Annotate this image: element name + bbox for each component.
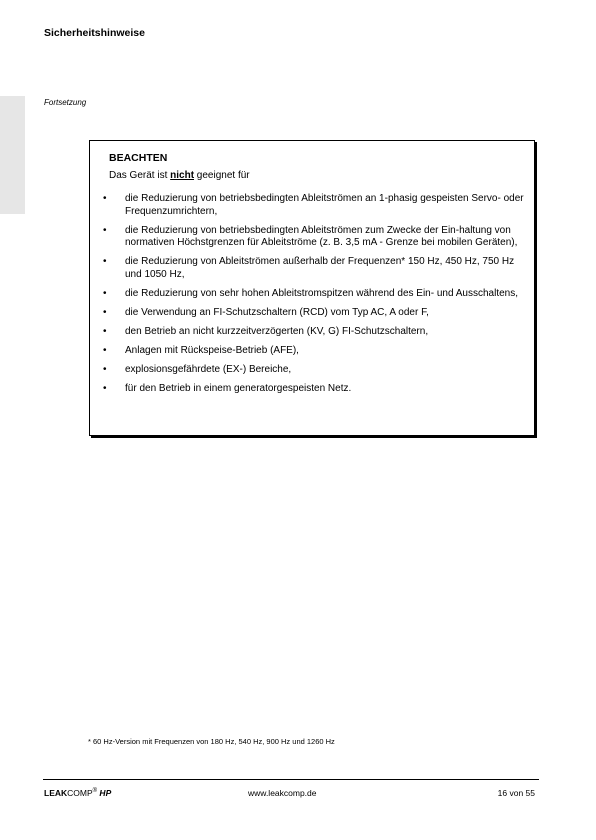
intro-emphasis: nicht — [170, 170, 195, 181]
bullet-icon: • — [103, 306, 107, 318]
bullet-icon: • — [103, 325, 107, 337]
footer-brand — [44, 788, 111, 798]
list-item-text: explosionsgefährdete (EX-) Bereiche, — [125, 363, 292, 375]
notice-list — [90, 193, 536, 402]
brand-regular: COMP — [67, 788, 93, 798]
list-item-text: die Reduzierung von betriebsbedingten Ableitströmen zum Zwecke der Ein-haltung von normativen Höchstgrenzen für Ableitströme (z. B. 3,5 mA - Grenze bei mobilen Geräten), — [125, 224, 518, 248]
notice-intro — [109, 170, 250, 181]
side-tab-marker — [0, 96, 25, 214]
brand-suffix: HP — [97, 788, 112, 798]
list-item-text: Anlagen mit Rückspeise-Betrieb (AFE), — [125, 344, 299, 356]
list-item-text: den Betrieb an nicht kurzzeitverzögerten (KV, G) FI-Schutzschaltern, — [125, 325, 429, 337]
list-item-text: die Reduzierung von betriebsbedingten Ableitströmen an 1-phasig gespeisten Servo- oder Frequenzumrichtern, — [125, 193, 524, 217]
intro-prefix: Das Gerät ist — [109, 170, 171, 181]
list-item-text: die Reduzierung von sehr hohen Ableitstromspitzen während des Ein- und Ausschaltens, — [125, 287, 519, 299]
bullet-icon: • — [103, 382, 107, 394]
footer-page-number: 16 von 55 — [497, 788, 535, 798]
list-item — [90, 225, 536, 250]
list-item — [90, 256, 536, 281]
bullet-icon: • — [103, 287, 107, 299]
list-item — [90, 345, 536, 358]
bullet-icon: • — [103, 224, 107, 236]
brand-registered-mark: ® — [92, 788, 98, 795]
list-item — [90, 193, 536, 218]
continuation-label: Fortsetzung — [44, 98, 87, 107]
brand-bold: LEAK — [44, 788, 68, 798]
notice-heading: BEACHTEN — [109, 152, 168, 164]
list-item — [90, 326, 536, 339]
footer-url: www.leakcomp.de — [248, 788, 317, 798]
page-header-title: Sicherheitshinweise — [44, 27, 145, 39]
intro-suffix: geeignet für — [194, 170, 250, 181]
bullet-icon: • — [103, 363, 107, 375]
list-item — [90, 307, 536, 320]
list-item-text: die Reduzierung von Ableitströmen außerhalb der Frequenzen* 150 Hz, 450 Hz, 750 Hz und 1050 Hz, — [125, 256, 515, 280]
list-item-text: die Verwendung an FI-Schutzschaltern (RCD) vom Typ AC, A oder F, — [125, 306, 429, 318]
bullet-icon: • — [103, 256, 107, 267]
footer-divider — [43, 779, 539, 780]
notice-box — [89, 140, 535, 436]
bullet-icon: • — [103, 193, 107, 204]
list-item — [90, 364, 536, 377]
footnote: * 60 Hz-Version mit Frequenzen von 180 Hz, 540 Hz, 900 Hz und 1260 Hz — [88, 737, 335, 746]
bullet-icon: • — [103, 344, 107, 356]
list-item — [90, 383, 536, 396]
list-item-text: für den Betrieb in einem generatorgespeisten Netz. — [125, 382, 352, 394]
list-item — [90, 288, 536, 301]
